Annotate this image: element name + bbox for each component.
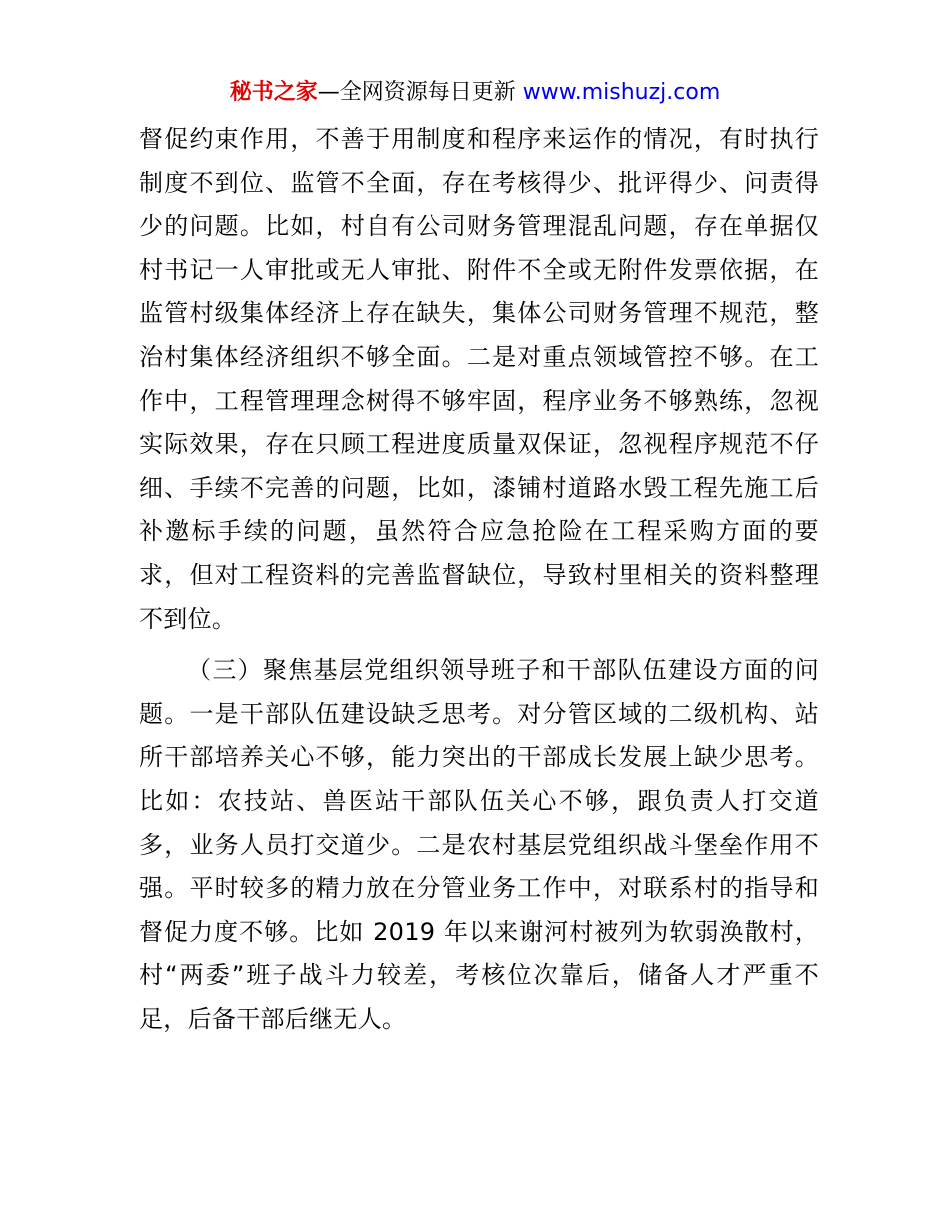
site-url-link[interactable]: www.mishuzj.com	[522, 80, 721, 105]
body-paragraph: 督促约束作用，不善于用制度和程序来运作的情况，有时执行制度不到位、监管不全面，存在考核得少、批评得少、问责得少的问题。比如，村自有公司财务管理混乱问题，存在单据仅村书记一人审批或无人审批、附件不全或无附件发票依据，在监管村级集体经济上存在缺失，集体公司财务管理不规范，整治村集体经济组织不够全面。二是对重点领域管控不够。在工作中，工程管理理念树得不够牢固，程序业务不够熟练，忽视实际效果，存在只顾工程进度质量双保证，忽视程序规范不仔细、手续不完善的问题，比如，漆铺村道路水毁工程先施工后补邀标手续的问题，虽然符合应急抢险在工程采购方面的要求，但对工程资料的完善监督缺位，导致村里相关的资料整理不到位。	[139, 125, 819, 633]
body-paragraph: （三）聚焦基层党组织领导班子和干部队伍建设方面的问题。一是干部队伍建设缺乏思考。对分管区域的二级机构、站所干部培养关心不够，能力突出的干部成长发展上缺少思考。比如：农技站、兽医站干部队伍关心不够，跟负责人打交道多，业务人员打交道少。二是农村基层党组织战斗堡垒作用不强。平时较多的精力放在分管业务工作中，对联系村的指导和督促力度不够。比如 2019 年以来谢河村被列为软弱涣散村，村“两委”班子战斗力较差，考核位次靠后，储备人才严重不足，后备干部后继无人。	[139, 656, 819, 1033]
page-header	[0, 78, 950, 108]
document-body	[139, 118, 819, 1041]
header-tagline: —全网资源每日更新	[317, 80, 523, 105]
brand-name: 秘书之家	[229, 80, 318, 105]
